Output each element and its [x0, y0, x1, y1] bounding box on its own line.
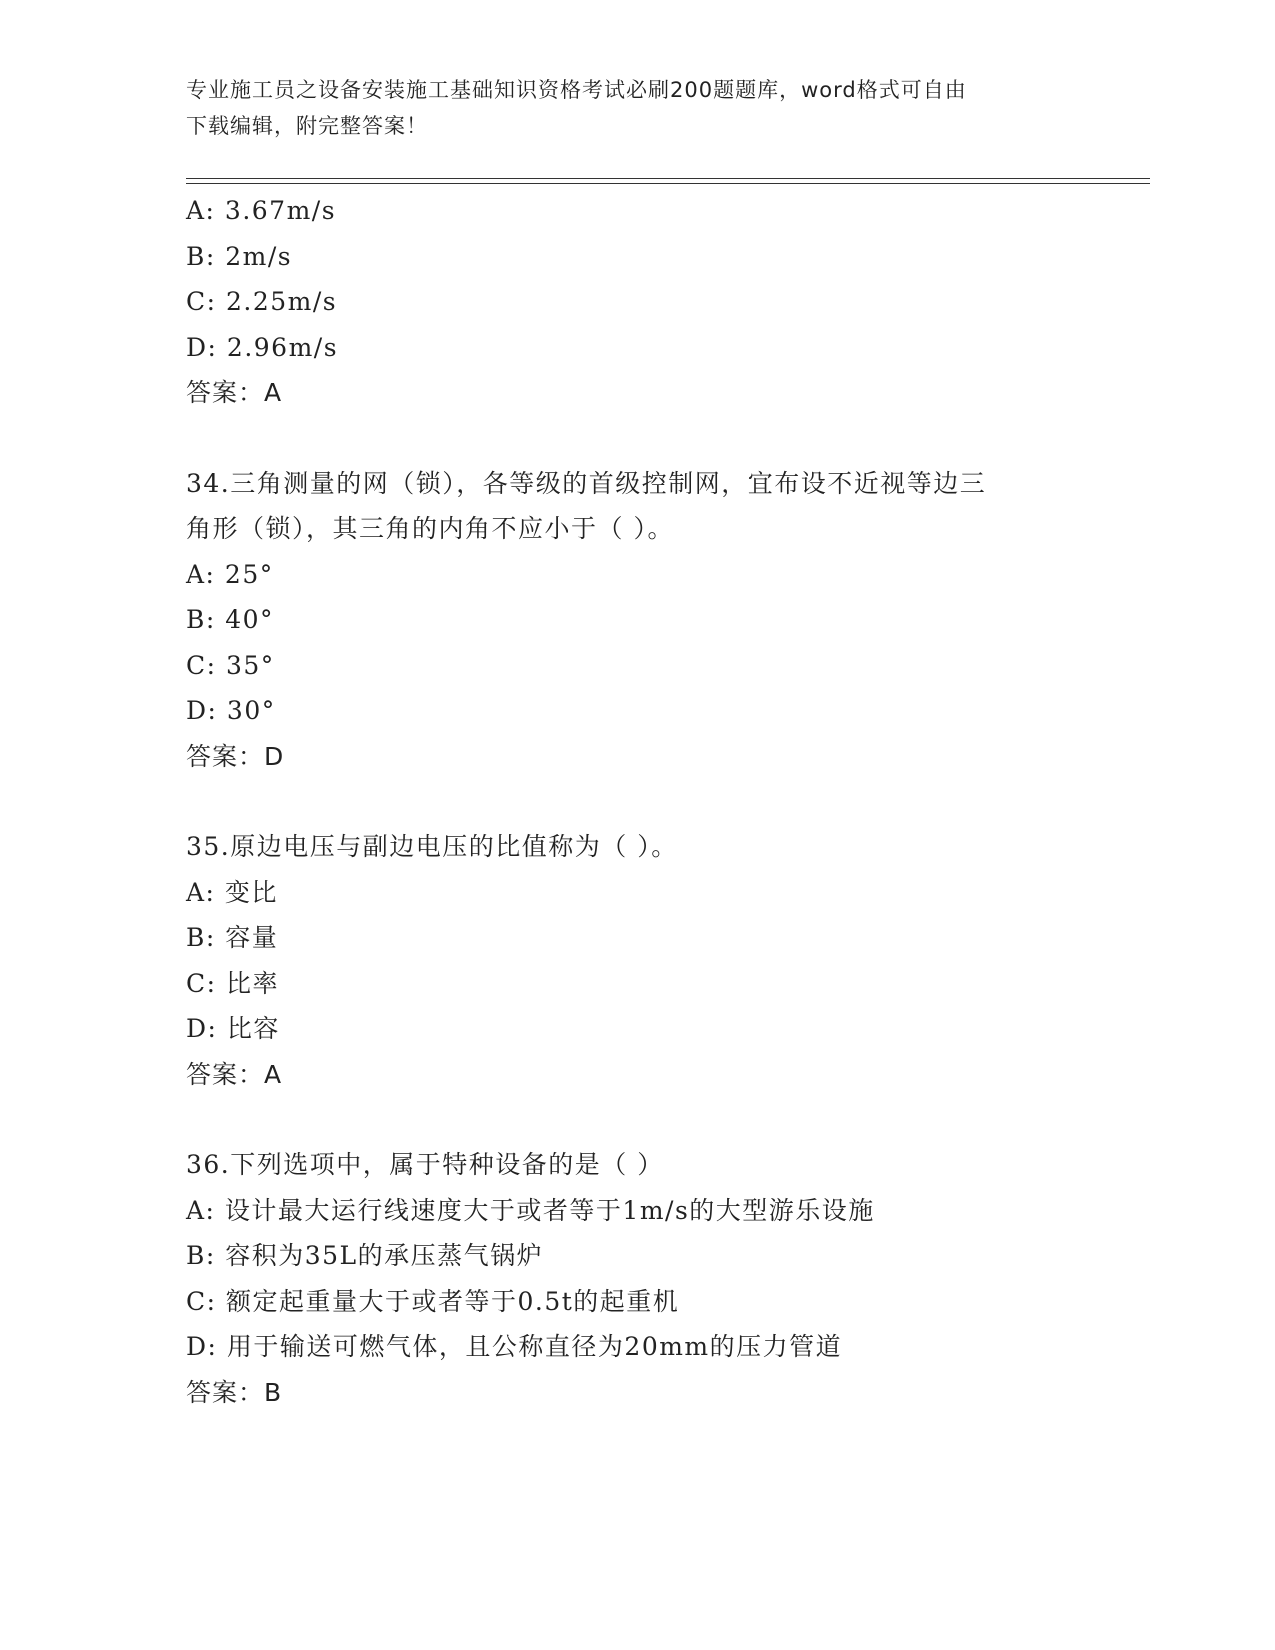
header-divider-bottom: [186, 183, 1150, 184]
spacer: [186, 779, 1146, 824]
q33-option-d: D: 2.96m/s: [186, 332, 339, 362]
question-36-block: [186, 1142, 1146, 1415]
q36-stem-line-1: 36.下列选项中，属于特种设备的是（ ）: [186, 1150, 664, 1179]
header-line-2: 下载编辑，附完整答案！: [186, 114, 428, 138]
question-33-block: [186, 188, 1146, 416]
question-35-block: [186, 824, 1146, 1097]
spacer: [186, 416, 1146, 461]
q34-option-d: D: 30°: [186, 696, 276, 725]
q33-option-c: C: 2.25m/s: [186, 287, 338, 316]
q36-option-b: B: 容积为35L的承压蒸气锅炉: [186, 1241, 544, 1270]
q34-answer: 答案：D: [186, 741, 285, 771]
spacer: [186, 1097, 1146, 1142]
q35-option-d: D: 比容: [186, 1014, 280, 1043]
header-line-1: 专业施工员之设备安装施工基础知识资格考试必刷200题题库，word格式可自由: [186, 78, 967, 102]
q33-option-b: B: 2m/s: [186, 241, 293, 271]
q34-stem-line-1: 34.三角测量的网（锁），各等级的首级控制网，宜布设不近视等边三: [186, 468, 987, 498]
q36-option-d: D: 用于输送可燃气体，且公称直径为20mm的压力管道: [186, 1332, 843, 1361]
document-header: [186, 72, 1086, 144]
question-content: [186, 188, 1146, 1415]
q35-stem-line-1: 35.原边电压与副边电压的比值称为（ ）。: [186, 832, 678, 861]
header-divider-top: [186, 178, 1150, 179]
question-34-block: [186, 461, 1146, 780]
q36-option-c: C: 额定起重量大于或者等于0.5t的起重机: [186, 1286, 680, 1316]
q35-answer: 答案：A: [186, 1059, 283, 1089]
q34-option-c: C: 35°: [186, 650, 275, 680]
q35-option-c: C: 比率: [186, 968, 279, 998]
q36-option-a: A: 设计最大运行线速度大于或者等于1m/s的大型游乐设施: [186, 1195, 875, 1225]
q33-option-a: A: 3.67m/s: [186, 196, 337, 225]
q35-option-a: A: 变比: [186, 877, 278, 907]
q34-option-a: A: 25°: [186, 559, 274, 589]
q34-option-b: B: 40°: [186, 605, 275, 634]
q35-option-b: B: 容量: [186, 923, 279, 952]
q33-answer: 答案：A: [186, 378, 283, 407]
q34-stem-line-2: 角形（锁），其三角的内角不应小于（ ）。: [186, 514, 674, 543]
q36-answer: 答案：B: [186, 1377, 283, 1407]
